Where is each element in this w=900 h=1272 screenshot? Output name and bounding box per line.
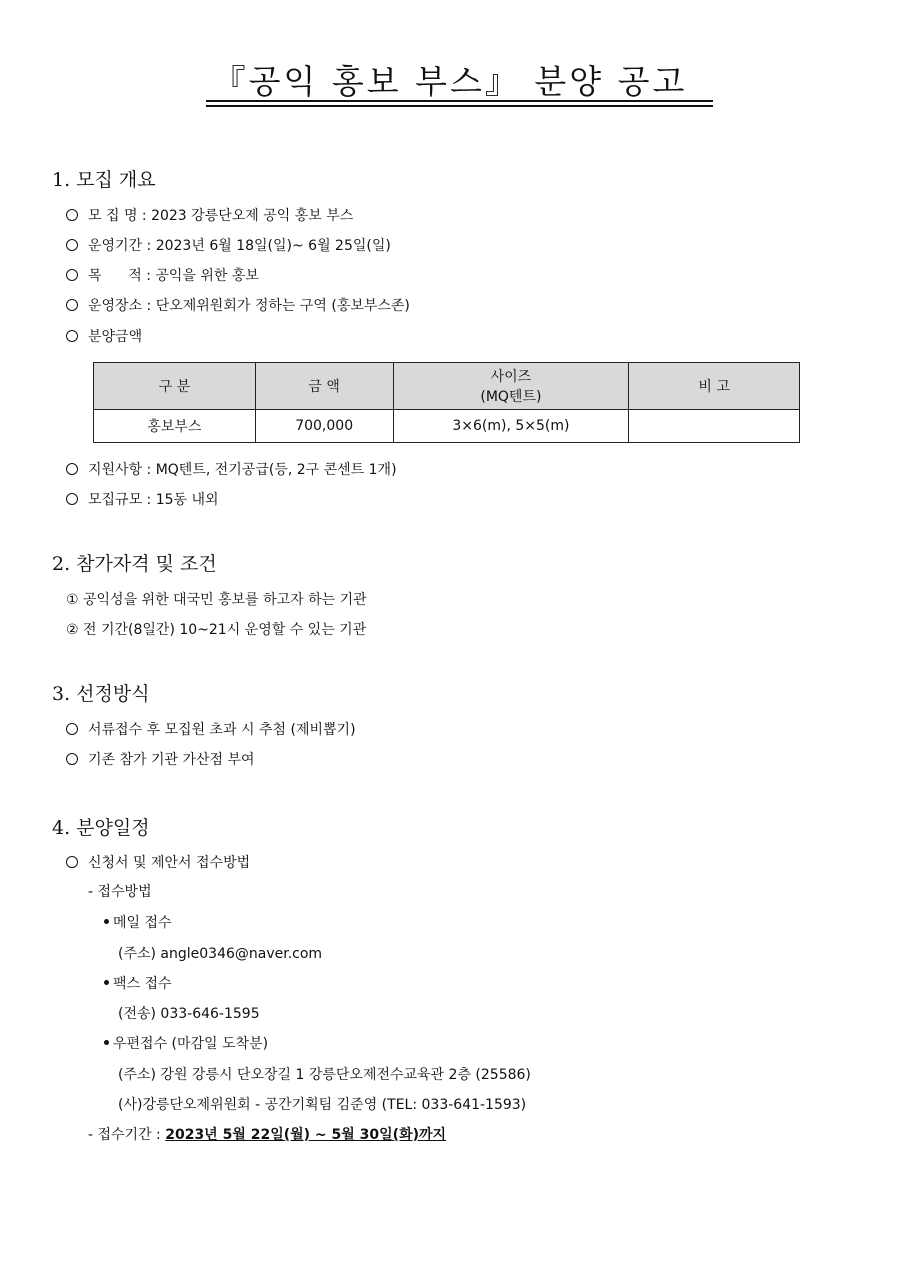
circle-bullet-icon: [66, 493, 78, 505]
circle-bullet-icon: [66, 269, 78, 281]
table-row: [94, 410, 800, 443]
list-item: 지원사항 : MQ텐트, 전기공급(등, 2구 콘센트 1개): [66, 459, 397, 479]
header-amount: 금 액: [255, 363, 393, 410]
title-rule-bottom: [206, 105, 713, 107]
section-3-heading: 3. 선정방식: [52, 683, 150, 705]
method-label: - 접수방법: [88, 884, 152, 900]
circle-bullet-icon: [66, 330, 78, 342]
circle-bullet-icon: [66, 856, 78, 868]
dot-bullet-icon: [104, 919, 109, 924]
post-label: 우편접수 (마감일 도착분): [104, 1033, 268, 1053]
list-item: 운영장소 : 단오제위원회가 정하는 구역 (홍보부스존): [66, 295, 410, 315]
circle-bullet-icon: [66, 209, 78, 221]
fee-table: [93, 362, 800, 443]
cell-category: 홍보부스: [94, 410, 256, 443]
title-rule-top: [206, 100, 713, 102]
page-title: 『공익 홍보 부스』 분양 공고: [212, 62, 688, 101]
email-label: 메일 접수: [104, 912, 172, 932]
cell-remarks: [629, 410, 800, 443]
circle-bullet-icon: [66, 753, 78, 765]
list-item: 모집규모 : 15동 내외: [66, 489, 219, 509]
list-item: 분양금액: [66, 326, 142, 346]
table-header-row: [94, 363, 800, 410]
circle-bullet-icon: [66, 299, 78, 311]
circle-bullet-icon: [66, 239, 78, 251]
section-4-heading: 4. 분양일정: [52, 817, 150, 839]
dot-bullet-icon: [104, 980, 109, 985]
header-size: 사이즈 (MQ텐트): [393, 363, 629, 410]
post-contact: (사)강릉단오제위원회 - 공간기획팀 김준영 (TEL: 033-641-1593): [118, 1097, 527, 1113]
circle-bullet-icon: [66, 723, 78, 735]
section-1-heading: 1. 모집 개요: [52, 169, 156, 191]
email-address: (주소) angle0346@naver.com: [118, 946, 323, 962]
section-2-heading: 2. 참가자격 및 조건: [52, 553, 217, 575]
list-item: 운영기간 : 2023년 6월 18일(일)~ 6월 25일(일): [66, 235, 391, 255]
fax-label: 팩스 접수: [104, 973, 172, 993]
list-item: 서류접수 후 모집원 초과 시 추첨 (제비뽑기): [66, 719, 356, 739]
cell-amount: 700,000: [255, 410, 393, 443]
list-item: 모 집 명 : 2023 강릉단오제 공익 홍보 부스: [66, 205, 353, 225]
circle-bullet-icon: [66, 463, 78, 475]
list-item: 신청서 및 제안서 접수방법: [66, 852, 250, 872]
list-item: 목 적 : 공익을 위한 홍보: [66, 265, 259, 285]
header-remarks: 비 고: [629, 363, 800, 410]
list-item: 기존 참가 기관 가산점 부여: [66, 749, 255, 769]
header-category: 구 분: [94, 363, 256, 410]
period-line: - 접수기간 : 2023년 5월 22일(월) ~ 5월 30일(화)까지: [88, 1127, 447, 1143]
list-item: ① 공익성을 위한 대국민 홍보를 하고자 하는 기관: [66, 592, 367, 608]
list-item: ② 전 기간(8일간) 10~21시 운영할 수 있는 기관: [66, 622, 367, 638]
cell-size: 3×6(m), 5×5(m): [393, 410, 629, 443]
fax-number: (전송) 033-646-1595: [118, 1006, 260, 1022]
dot-bullet-icon: [104, 1040, 109, 1045]
period-value: 2023년 5월 22일(월) ~ 5월 30일(화)까지: [165, 1127, 447, 1143]
post-address: (주소) 강원 강릉시 단오장길 1 강릉단오제전수교육관 2층 (25586): [118, 1067, 531, 1083]
